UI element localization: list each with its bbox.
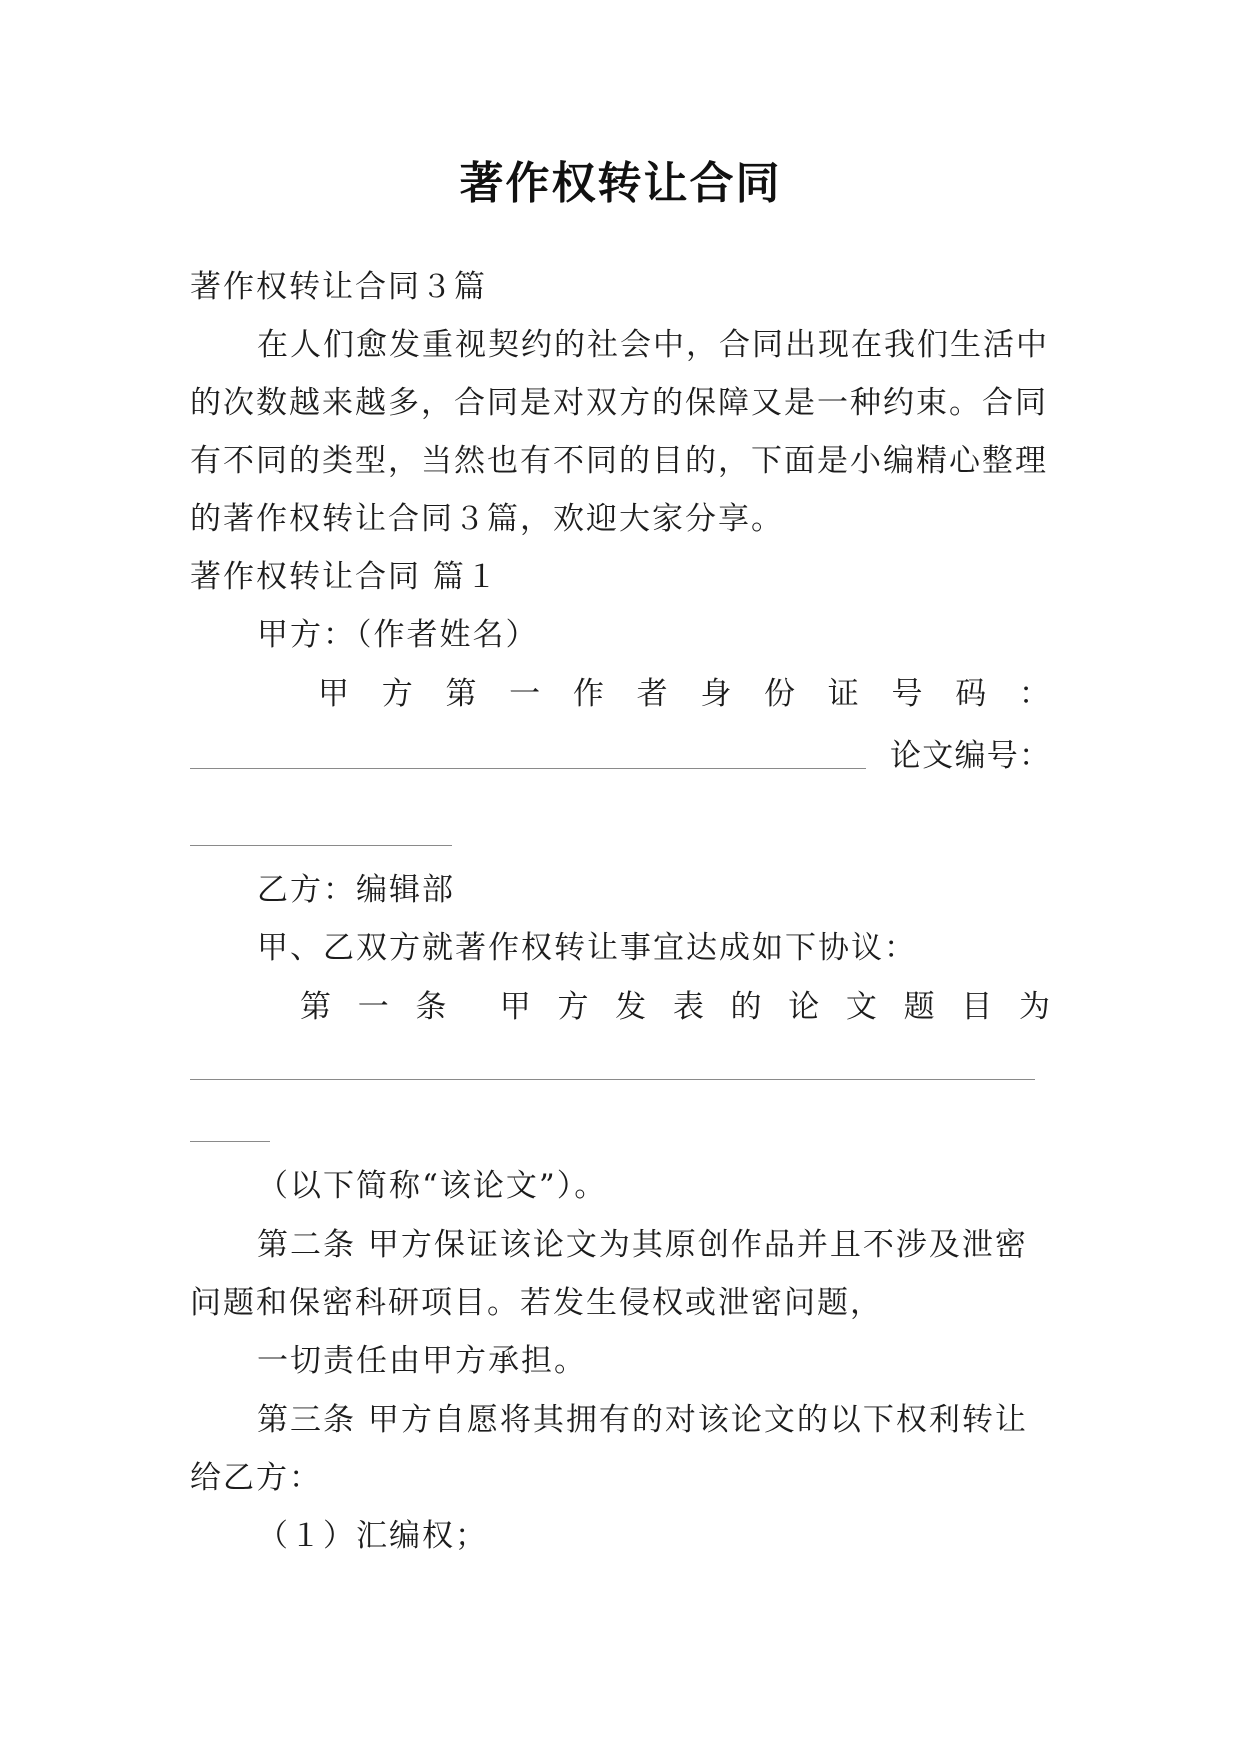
paper-no-char: 号 xyxy=(986,738,1018,774)
id-number-blank xyxy=(190,768,866,769)
article-1-char: 第 xyxy=(300,989,331,1025)
article-1-char: 题 xyxy=(903,989,935,1025)
id-char: 一 xyxy=(509,676,541,712)
id-char: ： xyxy=(1018,676,1050,712)
article-1-char: 为 xyxy=(1018,989,1050,1025)
id-char: 甲 xyxy=(318,676,349,712)
paper-number-label xyxy=(890,734,1050,778)
paper-no-char: 编 xyxy=(954,738,986,774)
article-3-line-1: 第三条 甲方自愿将其拥有的对该论文的以下权利转让 xyxy=(257,1402,1028,1438)
abbreviation-line: （以下简称“该论文”）。 xyxy=(257,1168,608,1204)
id-char: 证 xyxy=(827,676,859,712)
document-subtitle: 著作权转让合同３篇 xyxy=(190,269,487,305)
article-1-char: 方 xyxy=(557,989,589,1025)
id-char: 方 xyxy=(381,676,413,712)
id-char: 作 xyxy=(572,676,604,712)
article-2-line-1: 第二条 甲方保证该论文为其原创作品并且不涉及泄密 xyxy=(257,1227,1028,1263)
intro-line-4: 的著作权转让合同３篇，欢迎大家分享。 xyxy=(190,501,784,537)
article-1-char: 一 xyxy=(357,989,389,1025)
intro-line-2: 的次数越来越多，合同是对双方的保障又是一种约束。合同 xyxy=(190,385,1048,421)
right-item-1: （１）汇编权； xyxy=(257,1518,488,1554)
party-a-id-label xyxy=(318,672,1050,716)
id-char: 第 xyxy=(445,676,477,712)
agreement-line: 甲、乙双方就著作权转让事宜达成如下协议： xyxy=(257,930,917,966)
intro-line-3: 有不同的类型，当然也有不同的目的，下面是小编精心整理 xyxy=(190,443,1048,479)
paper-title-blank xyxy=(190,1079,1035,1080)
id-char: 份 xyxy=(764,676,796,712)
id-char: 身 xyxy=(700,676,732,712)
paper-title-blank-continued xyxy=(190,1141,270,1142)
party-a-line: 甲方：（作者姓名） xyxy=(257,617,539,653)
article-1-char: 的 xyxy=(730,989,762,1025)
article-1-char: 甲 xyxy=(499,989,531,1025)
article-2-line-2: 问题和保密科研项目。若发生侵权或泄密问题， xyxy=(190,1285,883,1321)
id-char: 号 xyxy=(891,676,923,712)
article-1-char: 目 xyxy=(961,989,993,1025)
article-1-char: 条 xyxy=(415,989,447,1025)
paper-no-char: 论 xyxy=(890,738,921,774)
document-title: 著作权转让合同 xyxy=(459,158,782,209)
id-char: 码 xyxy=(955,676,987,712)
article-2-line-3: 一切责任由甲方承担。 xyxy=(257,1343,587,1379)
article-1-char: 论 xyxy=(788,989,820,1025)
article-1-char: 表 xyxy=(672,989,704,1025)
party-b-line: 乙方：编辑部 xyxy=(257,872,455,908)
article-1-char: 发 xyxy=(615,989,647,1025)
article-3-line-2: 给乙方： xyxy=(190,1460,322,1496)
intro-line-1: 在人们愈发重视契约的社会中，合同出现在我们生活中 xyxy=(257,327,1049,363)
article-1-char: 文 xyxy=(845,989,877,1025)
id-char: 者 xyxy=(636,676,668,712)
paper-no-char: 文 xyxy=(922,738,954,774)
paper-number-blank xyxy=(190,845,452,846)
article-1-line xyxy=(300,985,1050,1029)
section-1-heading: 著作权转让合同 篇１ xyxy=(190,559,499,595)
paper-no-char: ： xyxy=(1019,738,1050,774)
